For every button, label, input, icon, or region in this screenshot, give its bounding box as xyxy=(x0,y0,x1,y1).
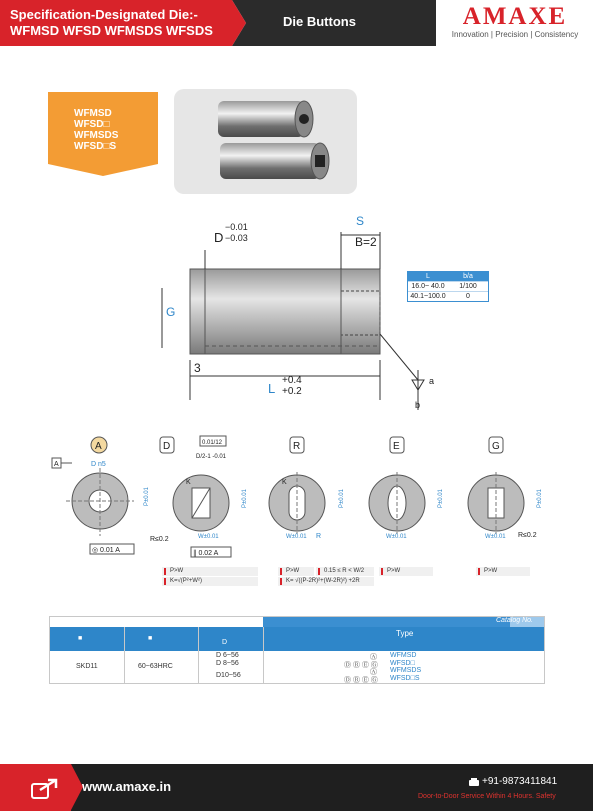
view-k: K xyxy=(186,479,191,486)
catalog-col-header: ■ xyxy=(148,635,153,642)
main-technical-drawing xyxy=(150,210,450,420)
formula-row: P>W xyxy=(162,567,258,576)
formula-row: K= √((P-2R)²+(W-2R)²) +2R xyxy=(278,577,374,586)
catalog-type: WFSD□ xyxy=(390,660,415,667)
catalog-table xyxy=(49,616,545,684)
catalog-material: SKD11 xyxy=(76,663,98,670)
catalog-type: WFMSDS xyxy=(390,667,422,674)
d-tolerance-upper: −0.01 xyxy=(225,222,248,232)
taper-table-header-cell: b/a xyxy=(463,273,473,280)
view-w-tol: W±0.01 xyxy=(198,534,219,540)
shape-badge: A xyxy=(95,441,102,452)
view-dim: D n5 xyxy=(91,461,106,468)
brand-name: AMAXE xyxy=(462,3,568,30)
header-title-line2: WFMSD WFSD WFMSDS WFSDS xyxy=(10,23,213,38)
catalog-type: WFMSD xyxy=(390,652,417,659)
b-small-label: b xyxy=(415,400,421,410)
taper-table xyxy=(407,271,489,302)
footer-slogan: Door-to-Door Service Within 4 Hours. Safety xyxy=(418,793,556,800)
datum-label: A xyxy=(54,461,59,468)
catalog-col-header: D xyxy=(222,639,228,646)
share-icon xyxy=(30,776,60,800)
product-tag-line: WFMSDS xyxy=(74,130,119,141)
view-tolerance: ◎ 0.01 A xyxy=(92,547,120,554)
view-p-tol: P±0.01 xyxy=(438,489,444,508)
formula-row: P>W xyxy=(278,567,314,576)
catalog-d-range: D 8~56 xyxy=(216,660,239,667)
catalog-type-code: Ⓐ xyxy=(370,669,377,676)
page-footer xyxy=(0,764,593,811)
taper-table-cell: 16.0~ 40.0 xyxy=(411,283,445,290)
catalog-type-code: Ⓓ Ⓡ Ⓔ Ⓖ xyxy=(344,662,378,669)
view-p-tol: P±0.01 xyxy=(242,489,248,508)
three-label: 3 xyxy=(194,361,201,375)
catalog-type-code: Ⓐ xyxy=(370,654,377,661)
die-button-upper xyxy=(218,101,304,137)
taper-table-cell: 40.1~100.0 xyxy=(410,293,446,300)
taper-table-row xyxy=(408,291,488,301)
formula-row: P>W xyxy=(476,567,530,576)
shape-views xyxy=(46,428,551,563)
footer-url[interactable]: www.amaxe.in xyxy=(82,779,172,794)
catalog-hardness: 60~63HRC xyxy=(138,663,173,670)
product-tag-point xyxy=(48,164,158,176)
view-p-tol: P±0.01 xyxy=(537,489,543,508)
cylinder-body xyxy=(190,269,380,354)
g-label: G xyxy=(166,305,176,319)
l-tolerance-upper: +0.4 xyxy=(282,375,302,386)
view-p-tol: P±0.01 xyxy=(144,487,150,506)
shape-badge: E xyxy=(393,441,400,452)
header-arrow xyxy=(232,0,246,46)
view-dim: D/2-1 -0.01 xyxy=(196,454,227,460)
footer-phone[interactable]: +91-9873411841 xyxy=(482,776,558,787)
brand-logo xyxy=(442,4,588,39)
page-header xyxy=(0,0,593,46)
view-radius: R≤0.2 xyxy=(150,536,169,543)
header-title-panel xyxy=(0,0,232,46)
view-w-tol: W±0.01 xyxy=(386,534,407,540)
view-w-tol: W±0.01 xyxy=(485,534,506,540)
l-label: L xyxy=(268,381,276,396)
l-tolerance-lower: +0.2 xyxy=(282,386,302,397)
catalog-top-bar xyxy=(50,617,544,627)
shape-badge: D xyxy=(163,441,171,452)
taper-table-cell: 0 xyxy=(466,293,470,300)
view-tolerance: ∥ 0.02 A xyxy=(193,550,219,557)
view-d-box: 0.01/12 xyxy=(202,440,223,446)
shape-badge: G xyxy=(492,441,500,452)
footer-accent xyxy=(0,764,71,811)
catalog-type-header: Type xyxy=(396,629,414,638)
catalog-type: WFSD□S xyxy=(390,675,420,682)
view-radius: R≤0.2 xyxy=(518,532,537,539)
view-k: K xyxy=(282,479,287,486)
formula-row: 0.15 ≤ R < W/2 xyxy=(316,567,374,576)
header-title xyxy=(10,7,213,39)
taper-table-header-cell: L xyxy=(426,273,430,280)
d-label: D xyxy=(214,230,224,245)
b-label: B=2 xyxy=(355,235,377,249)
product-tag-line: WFSD□ xyxy=(74,119,110,130)
taper-table-header xyxy=(408,272,488,281)
product-tag-line: WFSD□S xyxy=(74,141,117,152)
die-button-lower xyxy=(220,143,320,179)
catalog-type-code: Ⓓ Ⓡ Ⓔ Ⓖ xyxy=(344,677,378,684)
product-tag-line: WFMSD xyxy=(74,108,112,119)
product-photo xyxy=(174,89,357,194)
catalog-label: Catalog No. xyxy=(496,617,533,624)
formula-row: P>W xyxy=(379,567,433,576)
taper-table-cell: 1/100 xyxy=(459,283,477,290)
s-label: S xyxy=(356,214,365,228)
header-title-line1: Specification-Designated Die:- xyxy=(10,7,198,22)
view-radius: R xyxy=(316,533,322,540)
phone-icon xyxy=(469,778,479,786)
catalog-d-range: D10~56 xyxy=(216,672,241,679)
d-tolerance-lower: −0.03 xyxy=(225,233,248,243)
die-button-render xyxy=(174,89,357,194)
formula-row: K=√(P²+W²) xyxy=(162,577,258,586)
a-label: a xyxy=(429,376,435,386)
section-title: Die Buttons xyxy=(283,14,356,29)
taper-table-row xyxy=(408,281,488,291)
product-tag-text xyxy=(74,108,118,152)
catalog-col-header: ■ xyxy=(78,635,83,642)
brand-tagline: Innovation | Precision | Consistency xyxy=(451,30,579,39)
shape-badge: R xyxy=(293,441,301,452)
catalog-d-range: D 6~56 xyxy=(216,652,239,659)
view-p-tol: P±0.01 xyxy=(339,489,345,508)
view-w-tol: W±0.01 xyxy=(286,534,307,540)
